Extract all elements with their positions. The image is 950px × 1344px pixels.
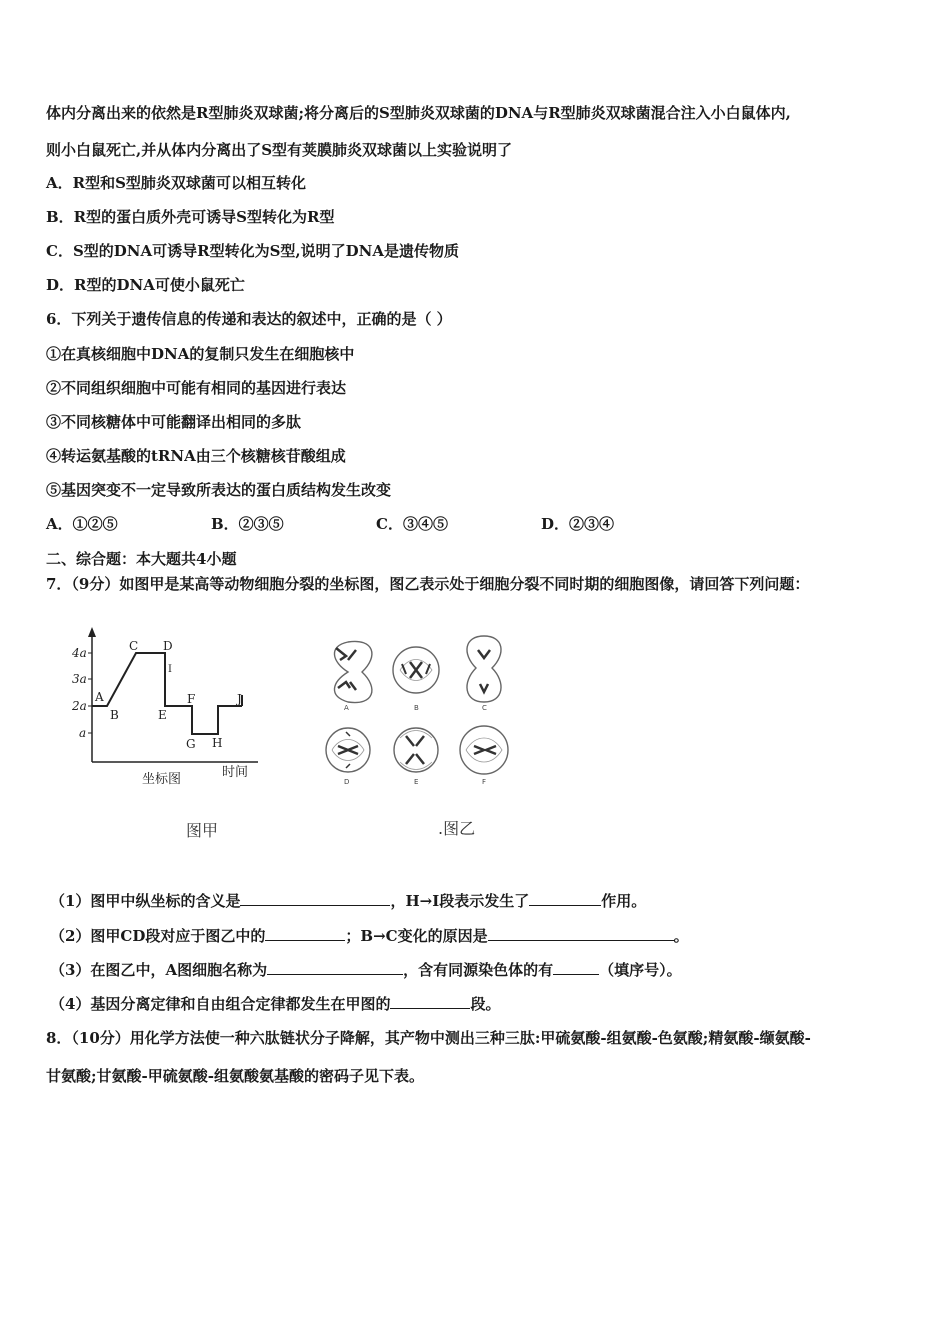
- q7-sub1-blank-2[interactable]: [529, 890, 601, 906]
- point-label-h: H: [212, 736, 223, 750]
- q7-sub1: [50, 890, 646, 911]
- q6-item-1: ①在真核细胞中DNA的复制只发生在细胞核中: [46, 345, 355, 363]
- q5-option-c: C．S型的DNA可诱导R型转化为S型,说明了DNA是遗传物质: [46, 242, 460, 260]
- q7-sub3: [50, 959, 682, 980]
- y-tick-a: a: [79, 726, 87, 740]
- q5-option-b: B．R型的蛋白质外壳可诱导S型转化为R型: [46, 208, 335, 226]
- q7-sub3-text-a: （3）在图乙中，A图细胞名称为: [50, 961, 268, 979]
- section-heading: 二、综合题：本大题共4小题: [46, 550, 237, 568]
- figure-yi-caption: .图乙: [438, 819, 476, 838]
- q7-sub1-text-c: 作用。: [601, 892, 647, 910]
- q7-sub3-blank-1[interactable]: [267, 959, 403, 975]
- y-axis-arrow-icon: [88, 627, 96, 637]
- q7-sub4: [50, 993, 500, 1014]
- point-label-a: A: [95, 690, 104, 704]
- point-label-d: D: [163, 639, 173, 653]
- graph-sublabel: 坐标图: [142, 772, 182, 787]
- cell-b: [393, 647, 439, 693]
- y-tick-2a: 2a: [72, 699, 87, 713]
- q7-sub2-blank-1[interactable]: [265, 925, 345, 941]
- cell-label-b: B: [414, 704, 419, 712]
- q5-option-d: D．R型的DNA可使小鼠死亡: [46, 276, 245, 294]
- y-tick-4a: 4a: [72, 646, 87, 660]
- q7-sub2: [50, 925, 689, 946]
- q8-text-line1: 8．（10分）用化学方法使一种六肽链状分子降解，其产物中测出三种三肽:甲硫氨酸-组氨酸-色氨酸;精氨酸-缬氨酸-: [46, 1029, 811, 1047]
- q6-item-4: ④转运氨基酸的tRNA由三个核糖核苷酸组成: [46, 447, 346, 465]
- figure-yi-cells: [320, 632, 530, 792]
- cell-a: [334, 641, 371, 702]
- q6-choice-d: D．②③④: [541, 515, 615, 533]
- figure-jia-graph: [66, 625, 266, 795]
- q7-stem: 7．（9分）如图甲是某高等动物细胞分裂的坐标图，图乙表示处于细胞分裂不同时期的细胞图像，请回答下列问题：: [46, 575, 810, 593]
- cell-d: [326, 728, 370, 772]
- cell-label-e: E: [414, 778, 419, 786]
- q7-sub4-blank-1[interactable]: [390, 993, 470, 1009]
- q7-sub3-text-c: （填序号）。: [599, 961, 682, 979]
- cell-label-c: C: [482, 704, 487, 712]
- q7-sub4-text-a: （4）基因分离定律和自由组合定律都发生在甲图的: [50, 995, 391, 1013]
- figure-jia-caption: 图甲: [186, 821, 219, 840]
- q6-item-3: ③不同核糖体中可能翻译出相同的多肽: [46, 413, 302, 431]
- cell-f: [460, 726, 508, 774]
- y-tick-3a: 3a: [72, 672, 87, 686]
- q7-sub1-text-a: （1）图甲中纵坐标的含义是: [50, 892, 241, 910]
- q7-sub2-blank-2[interactable]: [488, 925, 674, 941]
- point-label-i: I: [168, 664, 172, 675]
- cell-label-a: A: [344, 704, 349, 712]
- q7-sub3-blank-2[interactable]: [553, 959, 599, 975]
- cell-label-d: D: [344, 778, 350, 786]
- q7-sub1-blank-1[interactable]: [240, 890, 390, 906]
- q7-sub4-text-b: 段。: [470, 995, 501, 1013]
- q7-sub2-text-a: （2）图甲CD段对应于图乙中的: [50, 927, 266, 945]
- point-label-g: G: [186, 737, 196, 751]
- q6-choice-a: A．①②⑤: [46, 515, 118, 533]
- q6-choice-c: C．③④⑤: [376, 515, 448, 533]
- q7-sub2-text-c: 。: [673, 927, 689, 945]
- q5-option-a: A．R型和S型肺炎双球菌可以相互转化: [46, 174, 306, 192]
- cell-e: [394, 728, 438, 772]
- q5-text-line1: 体内分离出来的依然是R型肺炎双球菌;将分离后的S型肺炎双球菌的DNA与R型肺炎双球菌混合注入小白鼠体内,: [46, 104, 791, 122]
- q7-sub2-text-b: ；B→C变化的原因是: [345, 927, 488, 945]
- cell-label-f: F: [482, 778, 487, 786]
- q7-sub3-text-b: ，含有同源染色体的有: [403, 961, 554, 979]
- cell-c: [467, 636, 501, 702]
- q6-item-2: ②不同组织细胞中可能有相同的基因进行表达: [46, 379, 347, 397]
- point-label-c: C: [129, 639, 139, 653]
- q7-sub1-text-b: ，H→I段表示发生了: [390, 892, 530, 910]
- point-label-f: F: [187, 692, 196, 706]
- point-label-j: J: [237, 692, 242, 706]
- point-label-b: B: [110, 708, 119, 722]
- point-label-e: E: [158, 708, 167, 722]
- q5-text-line2: 则小白鼠死亡,并从体内分离出了S型有荚膜肺炎双球菌以上实验说明了: [46, 141, 513, 159]
- q8-text-line2: 甘氨酸;甘氨酸-甲硫氨酸-组氨酸氨基酸的密码子见下表。: [46, 1067, 424, 1085]
- q6-stem: 6．下列关于遗传信息的传递和表达的叙述中，正确的是（ ）: [46, 310, 452, 328]
- q6-choice-b: B．②③⑤: [211, 515, 284, 533]
- x-axis-label: 时间: [222, 765, 249, 780]
- q6-item-5: ⑤基因突变不一定导致所表达的蛋白质结构发生改变: [46, 481, 392, 499]
